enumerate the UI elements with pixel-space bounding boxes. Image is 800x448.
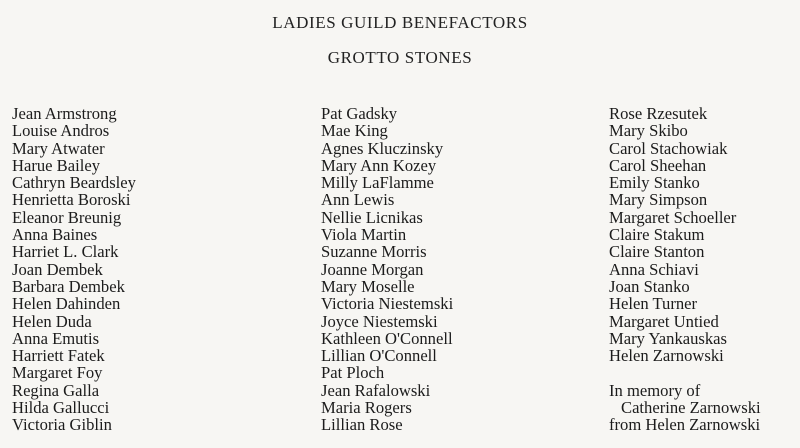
benefactor-name: Helen Dahinden <box>12 294 121 314</box>
page-subtitle: GROTTO STONES <box>327 48 473 67</box>
benefactor-name: Harriet L. Clark <box>12 242 119 262</box>
benefactor-name: Pat Gadsky <box>321 104 398 123</box>
benefactor-name: Lillian O'Connell <box>321 346 437 366</box>
benefactor-name: Harriett Fatek <box>12 346 105 366</box>
benefactor-name: Henrietta Boroski <box>12 190 131 210</box>
memorial-spacer <box>609 364 761 381</box>
benefactor-name: Jean Rafalowski <box>321 380 431 400</box>
benefactor-name: Joanne Morgan <box>321 259 424 279</box>
benefactor-name: Anna Schiavi <box>609 259 699 279</box>
benefactor-name: Anna Emutis <box>12 328 100 348</box>
benefactor-name: Rose Rzesutek <box>609 104 708 123</box>
page-title: LADIES GUILD BENEFACTORS <box>272 13 528 32</box>
benefactor-name: Suzanne Morris <box>321 242 427 262</box>
benefactor-name: Claire Stanton <box>609 242 705 262</box>
benefactor-name: Victoria Giblin <box>12 415 112 435</box>
benefactor-name: Barbara Dembek <box>12 276 125 296</box>
benefactor-name: Milly LaFlamme <box>321 173 434 193</box>
benefactor-name: Helen Zarnowski <box>609 346 724 366</box>
benefactor-name: Carol Stachowiak <box>609 138 728 158</box>
benefactor-name: Anna Baines <box>12 225 98 245</box>
benefactor-name: Agnes Kluczinsky <box>321 138 444 158</box>
benefactor-name: Nellie Licnikas <box>321 207 423 227</box>
benefactor-name: Cathryn Beardsley <box>12 173 136 193</box>
benefactor-name: Kathleen O'Connell <box>321 328 453 348</box>
name-column-3-list <box>609 105 761 364</box>
memorial-line-2: Catherine Zarnowski <box>621 398 761 418</box>
benefactor-name: Ann Lewis <box>321 190 395 210</box>
benefactor-name: Helen Turner <box>609 294 698 314</box>
name-column-3 <box>609 105 761 434</box>
memorial-line-1: In memory of <box>609 380 701 400</box>
benefactor-name: Joan Dembek <box>12 259 103 279</box>
benefactor-name: Claire Stakum <box>609 225 705 245</box>
benefactor-name: Mary Atwater <box>12 138 105 158</box>
benefactor-name: Mary Simpson <box>609 190 708 210</box>
benefactor-name: Regina Galla <box>12 380 100 400</box>
benefactor-name: Maria Rogers <box>321 398 412 418</box>
benefactor-name: Jean Armstrong <box>12 104 117 123</box>
benefactor-name: Hilda Gallucci <box>12 398 110 418</box>
benefactor-name: Emily Stanko <box>609 173 700 193</box>
benefactor-name: Louise Andros <box>12 121 110 141</box>
benefactor-name: Margaret Foy <box>12 363 103 383</box>
benefactor-name: Viola Martin <box>321 225 407 245</box>
benefactor-name: Lillian Rose <box>321 415 403 435</box>
benefactor-name: Mary Yankauskas <box>609 328 727 348</box>
memorial-line-3: from Helen Zarnowski <box>609 415 761 435</box>
benefactor-name: Margaret Schoeller <box>609 207 737 227</box>
benefactor-name: Mary Ann Kozey <box>321 155 437 175</box>
benefactor-name: Joyce Niestemski <box>321 311 438 331</box>
benefactor-name: Eleanor Breunig <box>12 207 122 227</box>
benefactor-name: Mary Moselle <box>321 276 415 296</box>
benefactor-name: Mae King <box>321 121 388 141</box>
name-column-1 <box>12 105 136 434</box>
benefactor-name: Harue Bailey <box>12 155 101 175</box>
benefactor-name: Joan Stanko <box>609 276 690 296</box>
benefactor-name: Helen Duda <box>12 311 92 331</box>
benefactor-name: Mary Skibo <box>609 121 688 141</box>
benefactor-name: Carol Sheehan <box>609 155 707 175</box>
benefactor-name: Margaret Untied <box>609 311 719 331</box>
benefactor-name: Pat Ploch <box>321 363 385 383</box>
name-column-2 <box>321 105 453 434</box>
benefactor-name: Victoria Niestemski <box>321 294 454 314</box>
